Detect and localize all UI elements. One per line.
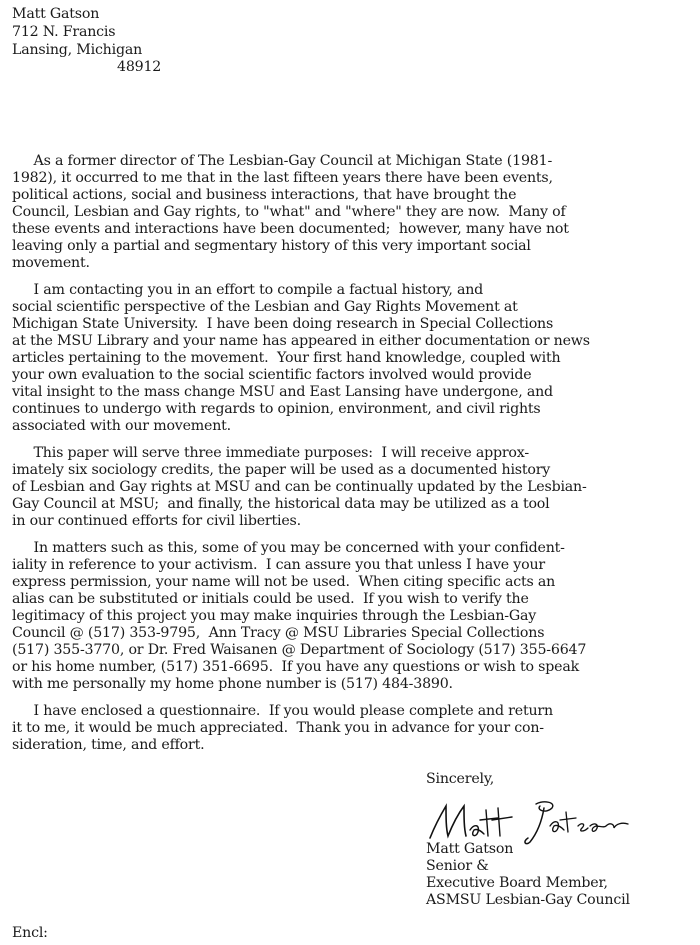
closing-salutation: Sincerely, [426,771,495,787]
enclosure-note: Encl: [12,925,48,941]
paragraph-line: In matters such as this, some of you may be concerned with your confident- [12,540,565,556]
paragraph-line: 1982), it occurred to me that in the last fifteen years there have been events, [12,170,553,186]
sender-name: Matt Gatson [12,6,100,22]
paragraph-line: Council @ (517) 353-9795, Ann Tracy @ MSU Libraries Special Collections [12,625,545,641]
closing-title-3: ASMSU Lesbian-Gay Council [426,892,630,908]
paragraph-line: at the MSU Library and your name has appeared in either documentation or news [12,333,590,349]
paragraph-line: Gay Council at MSU; and finally, the historical data may be utilized as a tool [12,496,550,512]
paragraph-line: articles pertaining to the movement. Your first hand knowledge, coupled with [12,350,561,366]
paragraph-line: (517) 355-3770, or Dr. Fred Waisanen @ Department of Sociology (517) 355-6647 [12,642,587,658]
paragraph-line: leaving only a partial and segmentary history of this very important social [12,238,531,254]
paragraph-line: alias can be substituted or initials could be used. If you wish to verify the [12,591,529,607]
paragraph-line: express permission, your name will not be used. When citing specific acts an [12,574,556,590]
sender-city-state: Lansing, Michigan [12,42,143,58]
paragraph-line: movement. [12,255,90,271]
paragraph-line: these events and interactions have been documented; however, many have not [12,221,569,237]
paragraph-line: of Lesbian and Gay rights at MSU and can be continually updated by the Lesbian- [12,479,587,495]
closing-title-1: Senior & [426,858,489,874]
paragraph-line: with me personally my home phone number is (517) 484-3890. [12,676,453,692]
paragraph-line: in our continued efforts for civil liberties. [12,513,301,529]
paragraph-line: sideration, time, and effort. [12,737,205,753]
paragraph-line: Michigan State University. I have been doing research in Special Collections [12,316,554,332]
paragraph-line: or his home number, (517) 351-6695. If you have any questions or wish to speak [12,659,579,675]
paragraph-line: This paper will serve three immediate purposes: I will receive approx- [12,445,529,461]
paragraph-line: imately six sociology credits, the paper will be used as a documented history [12,462,551,478]
paragraph-line: I have enclosed a questionnaire. If you would please complete and return [12,703,553,719]
paragraph-line: continues to undergo with regards to opinion, environment, and civil rights [12,401,541,417]
sender-street: 712 N. Francis [12,24,116,40]
paragraph-line: social scientific perspective of the Lesbian and Gay Rights Movement at [12,299,518,315]
paragraph-line: associated with our movement. [12,418,231,434]
paragraph-line: political actions, social and business interactions, that have brought the [12,187,517,203]
paragraph-line: legitimacy of this project you may make inquiries through the Lesbian-Gay [12,608,537,624]
paragraph-line: vital insight to the mass change MSU and East Lansing have undergone, and [12,384,553,400]
closing-name: Matt Gatson [426,841,514,857]
sender-zip: 48912 [117,59,162,75]
paragraph-line: iality in reference to your activism. I can assure you that unless I have your [12,557,545,573]
paragraph-line: your own evaluation to the social scientific factors involved would provide [12,367,532,383]
paragraph-line: I am contacting you in an effort to compile a factual history, and [12,282,484,298]
paragraph-line: Council, Lesbian and Gay rights, to "what" and "where" they are now. Many of [12,204,566,220]
closing-title-2: Executive Board Member, [426,875,608,891]
paragraph-line: it to me, it would be much appreciated. Thank you in advance for your con- [12,720,544,736]
paragraph-line: As a former director of The Lesbian-Gay Council at Michigan State (1981- [12,153,553,169]
